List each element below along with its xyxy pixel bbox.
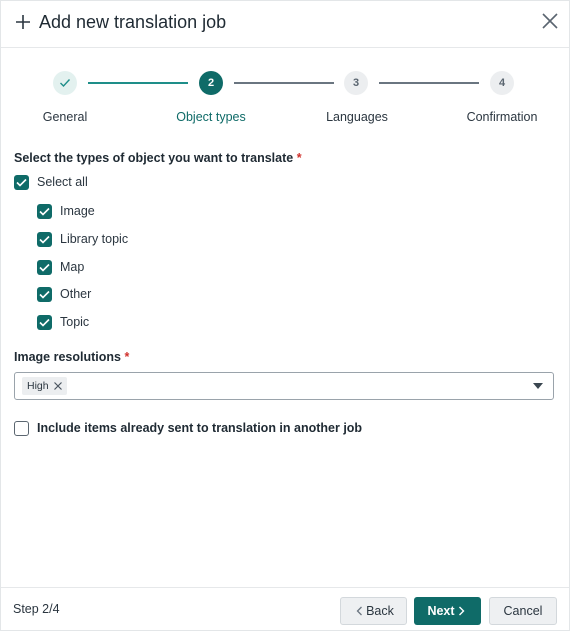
chevron-down-icon[interactable] (533, 383, 543, 390)
stepper (1, 67, 569, 127)
checkbox-checked-icon (37, 204, 52, 219)
map-label: Map (60, 260, 85, 274)
image-checkbox[interactable] (37, 202, 95, 220)
chevron-right-icon (458, 606, 465, 616)
plus-icon (14, 13, 32, 31)
required-mark: * (124, 350, 130, 364)
library-topic-label: Library topic (60, 232, 129, 246)
step-counter: Step 2/4 (13, 602, 60, 616)
step-2-indicator: 2 (199, 71, 223, 95)
step-3-indicator: 3 (344, 71, 368, 95)
image-resolutions-select[interactable] (14, 372, 554, 400)
checkbox-checked-icon (37, 287, 52, 302)
step-4-label: Confirmation (466, 110, 538, 124)
include-sent-checkbox[interactable] (14, 419, 362, 437)
checkbox-checked-icon (14, 175, 29, 190)
step-1-label: General (42, 110, 88, 124)
step-3-label: Languages (326, 110, 388, 124)
check-icon (59, 78, 71, 88)
object-types-label-text: Select the types of object you want to translate (14, 151, 294, 165)
close-icon[interactable] (540, 11, 560, 31)
checkbox-checked-icon (37, 260, 52, 275)
chip-label: High (27, 380, 49, 392)
step-2-label: Object types (176, 110, 246, 124)
step-1-indicator (53, 71, 77, 95)
select-all-label: Select all (37, 175, 88, 189)
select-all-checkbox[interactable] (14, 173, 88, 191)
checkbox-unchecked-icon (14, 421, 29, 436)
next-button[interactable] (414, 597, 481, 625)
next-label: Next (427, 604, 455, 618)
cancel-label: Cancel (503, 604, 543, 618)
include-sent-label: Include items already sent to translation in another job (37, 421, 363, 435)
topic-label: Topic (60, 315, 90, 329)
step-connector-1 (88, 82, 188, 84)
dialog-footer (1, 587, 569, 632)
image-resolutions-label (14, 350, 129, 364)
dialog-title: Add new translation job (39, 12, 227, 32)
image-resolutions-label-text: Image resolutions (14, 350, 121, 364)
other-checkbox[interactable] (37, 285, 91, 303)
required-mark: * (296, 151, 302, 165)
checkbox-checked-icon (37, 315, 52, 330)
map-checkbox[interactable] (37, 258, 84, 276)
library-topic-checkbox[interactable] (37, 230, 128, 248)
chevron-left-icon (356, 606, 363, 616)
cancel-button[interactable] (489, 597, 557, 625)
back-button[interactable] (340, 597, 407, 625)
dialog-header (1, 1, 569, 48)
checkbox-checked-icon (37, 232, 52, 247)
topic-checkbox[interactable] (37, 313, 89, 331)
back-label: Back (366, 604, 394, 618)
remove-chip-icon[interactable] (53, 381, 63, 391)
image-label: Image (60, 204, 95, 218)
step-connector-3 (379, 82, 479, 84)
step-connector-2 (234, 82, 334, 84)
step-4-indicator: 4 (490, 71, 514, 95)
resolution-chip-high (22, 377, 67, 395)
object-types-label (14, 151, 302, 165)
other-label: Other (60, 287, 92, 301)
